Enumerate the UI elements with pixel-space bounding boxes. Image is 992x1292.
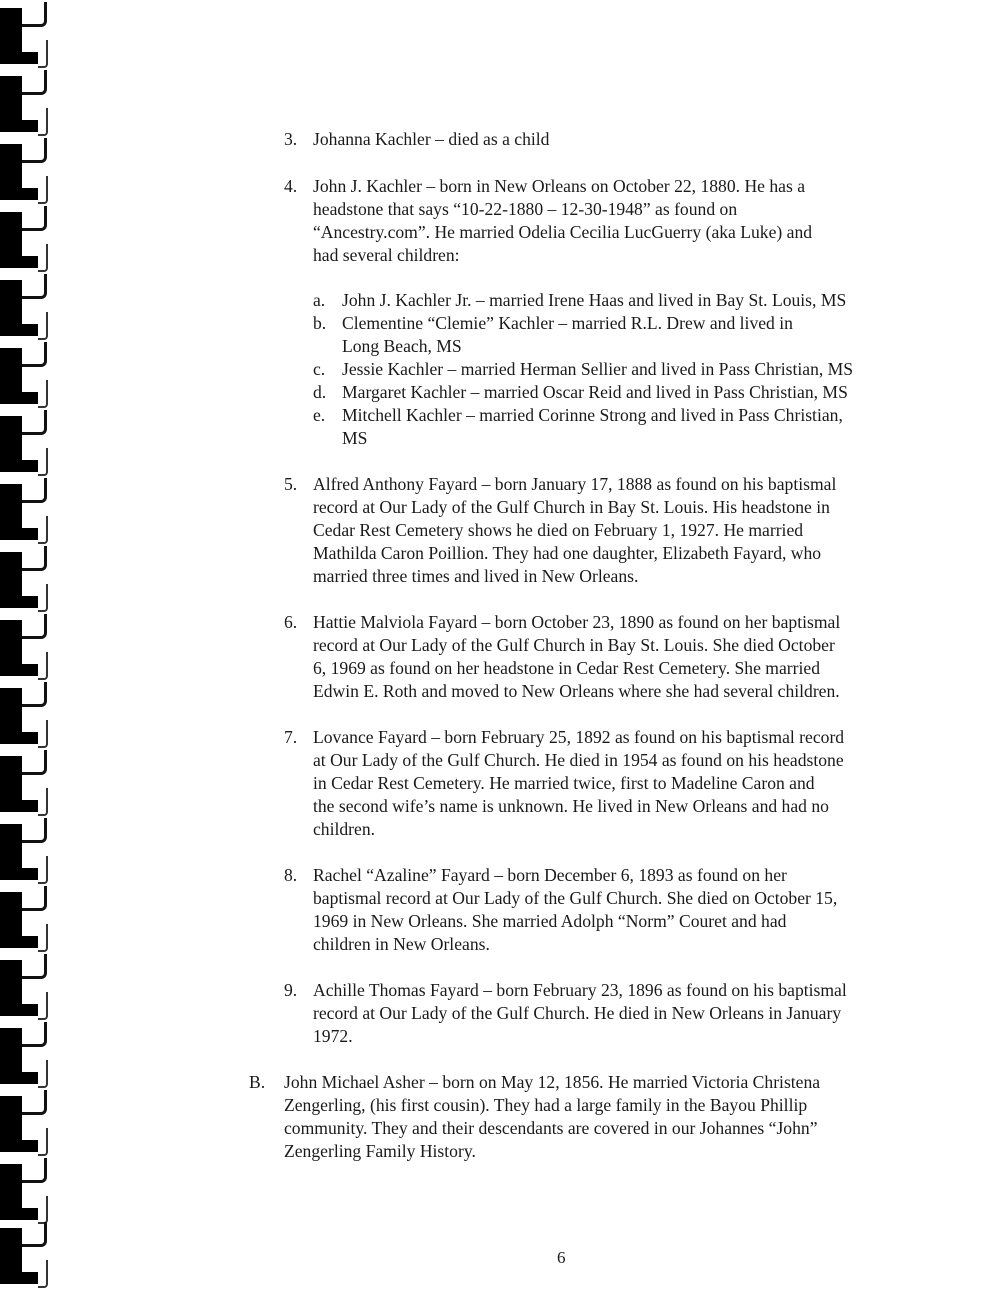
binding-ring: [0, 612, 50, 684]
item-text: Lovance Fayard – born February 25, 1892 as found on his baptismal record at Our Lady of the Gulf Church. He died in 1954 as found on his headstone in Cedar Rest Cemetery. He married twice, first to Madeline Caron and the second wife’s name is unknown. He lived in New Orleans and had no children.: [313, 727, 845, 839]
item-number: 9.: [284, 980, 298, 1000]
binding-ring: [0, 408, 50, 480]
item-number: 3.: [284, 129, 298, 149]
sub-item-letter: c.: [313, 359, 326, 379]
item-number: 4.: [284, 176, 298, 196]
item-text: Alfred Anthony Fayard – born January 17, 1888 as found on his baptismal record at Our Lady of the Gulf Church in Bay St. Louis. His headstone in Cedar Rest Cemetery shows he died on February 1, 1927. He married Mathilda Caron Poillion. They had one daughter, Elizabeth Fayard, who married three times and lived in New Orleans.: [313, 474, 837, 586]
item-number: 5.: [284, 474, 298, 494]
item-text: John J. Kachler – born in New Orleans on October 22, 1880. He has a headstone that says “10-22-1880 – 12-30-1948” as found on “Ancestry.com”. He married Odelia Cecilia LucGuerry (aka Luke) and had several children:: [313, 176, 813, 265]
binding-ring: [0, 136, 50, 208]
sub-item-text: Margaret Kachler – married Oscar Reid and lived in Pass Christian, MS: [342, 382, 848, 402]
binding-ring: [0, 68, 50, 140]
binding-ring: [0, 952, 50, 1024]
sub-item-text: Jessie Kachler – married Herman Sellier and lived in Pass Christian, MS: [342, 359, 854, 379]
sub-item-letter: e.: [313, 405, 326, 425]
item-number: 8.: [284, 865, 298, 885]
binding-ring: [0, 544, 50, 616]
binding-ring: [0, 884, 50, 956]
sub-item-letter: d.: [313, 382, 327, 402]
binding-ring: [0, 340, 50, 412]
item-number: 7.: [284, 727, 298, 747]
sub-item-letter: b.: [313, 313, 327, 333]
item-text: Achille Thomas Fayard – born February 23, 1896 as found on his baptismal record at Our Lady of the Gulf Church. He died in New Orleans in January 1972.: [313, 980, 847, 1046]
item-number: 6.: [284, 612, 298, 632]
section-letter: B.: [249, 1072, 266, 1092]
page-number: 6: [557, 1248, 566, 1267]
binding-ring: [0, 1020, 50, 1092]
binding-ring: [0, 272, 50, 344]
binding-ring: [0, 0, 50, 72]
section-text: John Michael Asher – born on May 12, 1856. He married Victoria Christena Zengerling, (his first cousin). They had a large family in the Bayou Phillip community. They and their descendants are covered in our Johannes “John” Zengerling Family History.: [284, 1072, 821, 1161]
binding-ring: [0, 1220, 50, 1292]
sub-item-letter: a.: [313, 290, 326, 310]
binding-ring: [0, 680, 50, 752]
sub-item-text: Mitchell Kachler – married Corinne Strong and lived in Pass Christian, MS: [342, 405, 843, 448]
binding-ring: [0, 476, 50, 548]
binding-ring: [0, 1088, 50, 1160]
sub-item-text: Clementine “Clemie” Kachler – married R.L. Drew and lived in Long Beach, MS: [342, 313, 793, 356]
item-text: Johanna Kachler – died as a child: [313, 129, 550, 149]
spiral-binding: [0, 0, 52, 1292]
binding-ring: [0, 204, 50, 276]
binding-ring: [0, 1156, 50, 1228]
binding-ring: [0, 816, 50, 888]
binding-ring: [0, 748, 50, 820]
item-text: Rachel “Azaline” Fayard – born December 6, 1893 as found on her baptismal record at Our Lady of the Gulf Church. She died on October 15, 1969 in New Orleans. She married Adolph “Norm” Couret and had children in New Orleans.: [313, 865, 838, 954]
item-text: Hattie Malviola Fayard – born October 23, 1890 as found on her baptismal record at Our Lady of the Gulf Church in Bay St. Louis. She died October 6, 1969 as found on her headstone in Cedar Rest Cemetery. She married Edwin E. Roth and moved to New Orleans where she had several children.: [313, 612, 841, 701]
sub-item-text: John J. Kachler Jr. – married Irene Haas and lived in Bay St. Louis, MS: [342, 290, 847, 310]
